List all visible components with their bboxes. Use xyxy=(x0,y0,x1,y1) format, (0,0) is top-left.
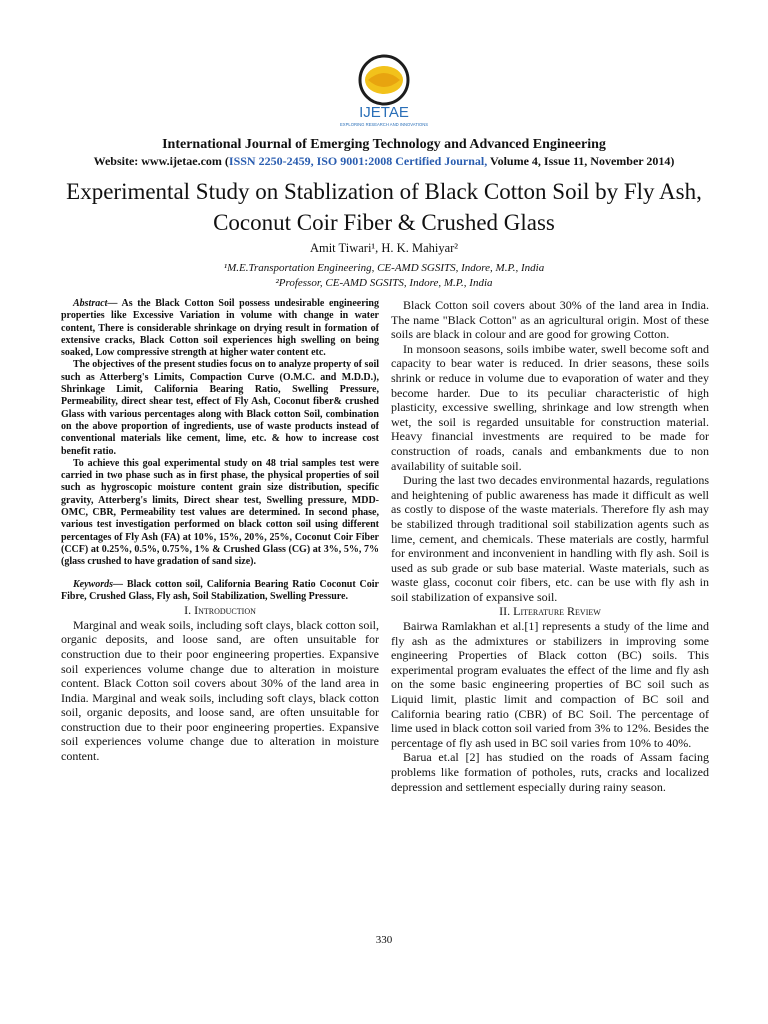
left-column xyxy=(61,298,379,764)
affiliation-2: ²Professor, CE-AMD SGSITS, Indore, M.P., India xyxy=(275,277,493,289)
ijetae-logo xyxy=(338,44,430,136)
keywords-text: Black cotton soil, California Bearing Ratio Coconut Coir Fibre, Crushed Glass, Fly ash, Soil Stabilization, Swelling Pressure. xyxy=(61,578,379,602)
right-column xyxy=(391,298,709,794)
page-number: 330 xyxy=(375,934,393,946)
abstract-text-1: As the Black Cotton Soil possess undesirable engineering properties like Excessive Variation in volume with change in water content, There is considerable shrinkage on drying result in formation of extensive cracks, Black Cotton soil experiences high swelling on being soaked, Low compressive strength at higher water content etc. xyxy=(61,298,379,359)
introduction-heading: I. Introduction xyxy=(184,603,256,618)
svg-text:IJETAE: IJETAE xyxy=(359,104,409,121)
website-prefix: Website: www.ijetae.com ( xyxy=(93,154,229,168)
literature-paragraph-1: Bairwa Ramlakhan et al.[1] represents a study of the lime and fly ash as the admixtures or stabilizers in improving some engineering Properties of Black cotton (BC) soils. This experimental program evaluates the effect of the lime and fly ash on the some basic engineering properties of BC soil such as Liquid limit, plastic limit and compaction of BC soil and California bearing ratio (CBR) of BC Soil. The percentage of lime used in black cotton soil varied from 3% to 12%. Besides the percentage of fly ash used in BC soil varies from 10% to 40%. xyxy=(391,619,709,750)
keywords-paragraph xyxy=(61,579,379,604)
affiliation-1: ¹M.E.Transportation Engineering, CE-AMD SGSITS, Indore, M.P., India xyxy=(223,262,545,274)
journal-website-line xyxy=(0,154,768,169)
paper-title: Experimental Study on Stablization of Black Cotton Soil by Fly Ash, Coconut Coir Fiber & Crushed Glass xyxy=(66,179,702,235)
right-paragraph-2: In monsoon seasons, soils imbibe water, swell become soft and capacity to bear water is reduced. In drier seasons, these soils shrink or reduce in volume due to evaporation of water and they become harder. Due to its peculiar characteristic of high plasticity, excessive swelling, shrinkage and low strength when wet, the soil is regarded unsuitable for construction material. Heavy financial investments are required to be made for construction of roads, canals and embankments due to non availability of suitable soil. xyxy=(391,341,709,473)
right-paragraph-1: Black Cotton soil covers about 30% of the land area in India. The name "Black Cotton" as an agricultural origin. Most of these soils are black in colour and are good for growing Cotton. xyxy=(391,298,709,342)
paper-authors: Amit Tiwari¹, H. K. Mahiyar² xyxy=(309,241,459,255)
literature-review-heading: II. Literature Review xyxy=(499,604,601,619)
literature-paragraph-2: Barua et.al [2] has studied on the roads of Assam facing problems like formation of potholes, ruts, cracks and localized depression and settlement especially during rainy season. xyxy=(391,750,709,794)
issn-text: ISSN 2250-2459, ISO 9001:2008 Certified Journal, xyxy=(228,154,488,168)
journal-name: International Journal of Emerging Technology and Advanced Engineering xyxy=(162,137,606,152)
abstract-label: Abstract— xyxy=(73,298,118,309)
svg-text:EXPLORING RESEARCH AND INNOVAT: EXPLORING RESEARCH AND INNOVATIONS xyxy=(339,122,429,127)
right-paragraph-3: During the last two decades environmental hazards, regulations and heightening of public awareness has made it difficult as well as costly to dispose of the waste materials. Therefore fly ash may be stabilized through traditional soil stabilization agents such as lime, cement, and chemicals. These materials are costly, harmful for environment and inconvenient in handling with fly ash. Soil is used as sub grade or sub base material. Waste materials, such as waste glass, coconut coir fibers, etc. can be use with fly ash in soil stabilization of expansive soil. xyxy=(391,473,709,604)
abstract-paragraph-2: The objectives of the present studies focus on to analyze property of soil such as Atterberg's Limits, Compaction Curve (O.M.C. and M.D.D.), Shrinkage Limit, California Bearing Ratio, Swelling Pressure, Permeability, direct shear test, effect of Fly Ash, Coconut fiber& crushed Glass with various percentages along with Black cotton Soil, combination on the above proportion of ingredients, use of waste products instead of conventional materials like cement, lime, etc. & how to increase cost benefit ratio. xyxy=(61,359,379,457)
keywords-label: Keywords— xyxy=(73,578,123,590)
website-suffix: Volume 4, Issue 11, November 2014) xyxy=(487,154,675,168)
introduction-paragraph: Marginal and weak soils, including soft clays, black cotton soil, organic deposits, and loose sand, are often unsuitable for construction due to their poor engineering properties. Expansive soil experiences volume change due to alteration in moisture content. Black Cotton soil covers about 30% of the land area in India. Marginal and weak soils, including soft clays, black cotton soil, organic deposits, and loose sand, are often unsuitable for construction due to their poor engineering properties. Expansive soil experiences volume change due to alteration in moisture content. xyxy=(61,617,379,764)
abstract-section xyxy=(61,298,379,603)
abstract-paragraph-1 xyxy=(61,298,379,359)
abstract-paragraph-3: To achieve this goal experimental study on 48 trial samples test were carried in two phase such as in first phase, the physical properties of soil such as hygroscopic moisture content grain size distribution, specific gravity, Atterberg's limits, Direct shear test, Swelling pressure, MDD-OMC, CBR, Permeability test values are determined. In second phase, various test investigation performed on black cotton soil using different percentages of Fly Ash (FA) at 10%, 15%, 20%, 25%, Coconut Coir Fiber (CCF) at 0.25%, 0.5%, 0.75%, 1% & Crushed Glass (CG) at 3%, 5%, 7% (glass crushed to have gradation of sand size). xyxy=(61,457,379,568)
